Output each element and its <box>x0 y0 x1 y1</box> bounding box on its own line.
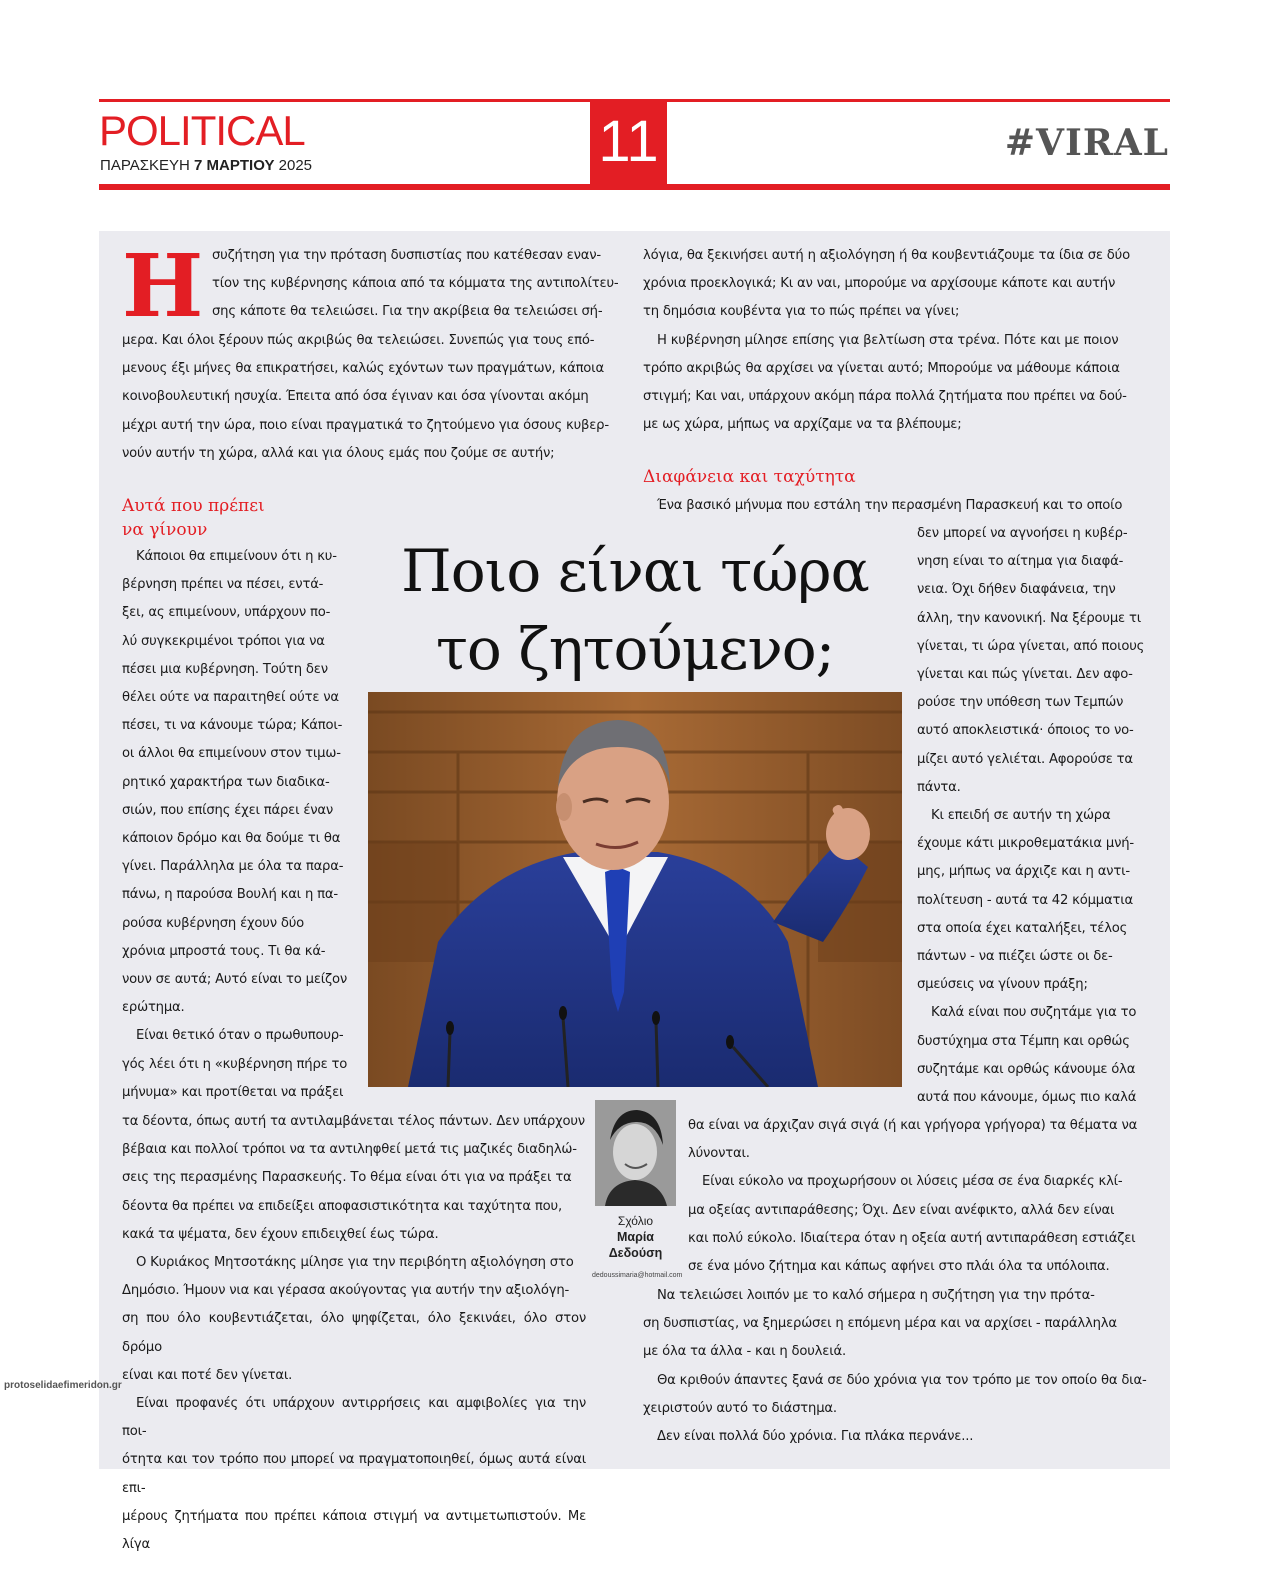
body-line: με όλα τα άλλα - και η δουλειά. <box>643 1344 846 1360</box>
body-line: Να τελειώσει λοιπόν με το καλό σήμερα η συζήτηση για την πρότα- <box>657 1288 1095 1303</box>
dateline-year: 2025 <box>274 157 313 174</box>
dateline <box>100 157 312 175</box>
body-line: σε ένα μόνο ζήτημα και κάπως αφήνει στο πλάι όλα τα υπόλοιπα. <box>688 1259 1110 1275</box>
headline-line: το ζητούμενο; <box>435 615 835 683</box>
intro-line: νούν αυτήν τη χώρα, αλλά και για όλους εμάς που ζούμε σε αυτήν; <box>122 445 555 461</box>
body-line: μέρους ζητήματα που πρέπει κάποια στιγμή να αντιμετωπιστούν. Με λίγα <box>122 1508 586 1553</box>
body-line: πολίτευση - αυτά τα 42 κόμματια <box>917 892 1133 908</box>
body-line: συζητάμε και ορθώς κάνουμε όλα <box>917 1061 1136 1077</box>
site-watermark: protoselidaefimeridon.gr <box>4 1380 122 1391</box>
body-line: γίνεται, τι ώρα γίνεται, από ποιους <box>917 638 1145 654</box>
body-line: είναι και ποτέ δεν γίνεται. <box>122 1367 293 1383</box>
author-name-line: Μαρία <box>617 1230 654 1244</box>
body-line: στα οποία έχει καταλήξει, τέλος <box>917 920 1128 936</box>
body-line: λύ συγκεκριμένοι τρόποι για να <box>122 633 325 649</box>
body-line: κακά τα ψέματα, δεν έχουν επιδειχθεί έως τώρα. <box>122 1226 439 1242</box>
body-line: γίνεται και πώς γίνεται. Δεν αφο- <box>917 667 1133 683</box>
page-number: 11 <box>590 99 667 187</box>
body-line: βέβαια και πολλοί τρόποι να τα αντιληφθεί μετά τις μαζικές διαδηλώ- <box>122 1142 577 1158</box>
body-line: πάνω, η παρούσα Βουλή και η πα- <box>122 887 338 903</box>
right-narrow-column <box>917 520 1148 1112</box>
body-line: ρούσα κυβέρνηση έχουν δύο <box>122 915 305 931</box>
body-line: αυτό αποκλειστικά· όποιος το νο- <box>917 723 1134 739</box>
body-line: ρούσε την υπόθεση των Τεμπών <box>917 695 1124 711</box>
body-line: και πολύ εύκολο. Ιδιαίτερα όταν η οξεία αυτή αντιπαράθεση εστιάζει <box>688 1230 1136 1246</box>
body-line: γίνει. Παράλληλα με όλα τα παρα- <box>122 859 344 875</box>
subhead-things-to-happen <box>122 494 265 542</box>
body-line: δυστύχημα στα Τέμπη και ορθώς <box>917 1033 1130 1049</box>
body-line: Είναι θετικό όταν ο πρωθυπουρ- <box>136 1028 344 1044</box>
body-line: νηση είναι το αίτημα για διαφά- <box>917 554 1124 570</box>
body-line: μήνυμα» και προτίθεται να πράξει <box>122 1084 344 1100</box>
body-line: Κι επειδή σε αυτήν τη χώρα <box>931 808 1111 824</box>
author-name <box>595 1229 676 1261</box>
intro-paragraph-top <box>212 242 626 327</box>
subhead-line: Αυτά που πρέπει <box>122 496 265 516</box>
author-portrait <box>595 1100 676 1206</box>
body-line: Κάποιοι θα επιμείνουν ότι η κυ- <box>136 549 337 564</box>
author-photo <box>595 1100 676 1206</box>
headline-line: Ποιο είναι τώρα <box>401 537 869 605</box>
body-line: λόγια, θα ξεκινήσει αυτή η αξιολόγηση ή θα κουβεντιάζουμε τα ίδια σε δύο <box>643 248 1130 263</box>
body-line: λύνονται. <box>688 1146 750 1162</box>
body-line: Δεν είναι πολλά δύο χρόνια. Για πλάκα περνάνε... <box>657 1429 974 1445</box>
body-line: θέλει ούτε να παραιτηθεί ούτε να <box>122 690 339 706</box>
intro-line: μέχρι αυτή την ώρα, ποιο είναι πραγματικά το ζητούμενο για όσους κυβερ- <box>122 417 609 433</box>
body-line: οι άλλοι θα επιμείνουν στον τιμω- <box>122 746 341 762</box>
intro-line: σης κάποτε θα τελειώσει. Για την ακρίβεια θα τελειώσει σή- <box>212 304 603 320</box>
body-line: μα οξείας αντιπαράθεσης; Όχι. Δεν είναι ανέφικτο, αλλά δεν είναι <box>688 1202 1115 1218</box>
body-line: χειριστούν αυτό το διάστημα. <box>643 1400 837 1416</box>
right-lead-line <box>643 492 1148 520</box>
body-line: κάποιον δρόμο και θα δούμε τι θα <box>122 831 341 847</box>
body-line: ση δυσπιστίας, να ξημερώσει η επόμενη μέρα και να αρχίσει - παράλληλα <box>643 1316 1117 1332</box>
body-line: πάντων - να πιέζει ώστε οι δε- <box>917 949 1113 965</box>
body-line: ερώτημα. <box>122 1000 185 1016</box>
body-line: πέσει μια κυβέρνηση. Τούτη δεν <box>122 661 328 677</box>
body-line: ση που όλο κουβεντιάζεται, όλο ψηφίζεται, όλο ξεκινάει, όλο στον δρόμο <box>122 1311 586 1355</box>
drop-cap: Η <box>122 236 204 337</box>
left-column <box>122 543 353 1107</box>
author-label: Σχόλιο <box>617 1214 654 1228</box>
right-bottom-column <box>643 1282 1148 1451</box>
body-line: μίζει αυτό γελιέται. Αφορούσε τα <box>917 751 1133 767</box>
intro-line: τίον της κυβέρνησης κάποια από τα κόμματα της αντιπολίτευ- <box>212 276 619 292</box>
right-top-column <box>643 242 1148 439</box>
body-line: με ως χώρα, μήπως να αρχίζαμε να τα βλέπουμε; <box>643 417 962 433</box>
body-line: έχουμε κάτι μικροθεματάκια μνή- <box>917 836 1134 852</box>
intro-line: κοινοβουλευτική ησυχία. Έπειτα από όσα έγιναν και όσα γίνονται ακόμη <box>122 389 589 405</box>
body-line: άλλη, την κανονική. Να ξέρουμε τι <box>917 610 1141 626</box>
body-line: πάντα. <box>917 779 961 795</box>
masthead-bottom-rule <box>99 184 1170 190</box>
dateline-date: 7 ΜΑΡΤΙΟΥ <box>194 157 275 174</box>
body-line: βέρνηση πρέπει να πέσει, εντά- <box>122 577 324 593</box>
body-line: δέοντα θα πρέπει να επιδείξει αποφασιστικότητα και ταχύτητα που, <box>122 1198 562 1214</box>
body-line: μης, μήπως να άρχιζε και η αντι- <box>917 864 1130 880</box>
body-line: χρόνια προεκλογικά; Κι αν ναι, μπορούμε να αρχίσουμε κάποτε και αυτήν <box>643 276 1116 292</box>
body-line: τρόπο ακριβώς θα αρχίσει να γίνεται αυτό; Μπορούμε να μάθουμε κάποια <box>643 360 1120 376</box>
headline <box>370 532 900 688</box>
body-line: σιών, που επίσης έχει πάρει έναν <box>122 802 334 818</box>
body-line: ρητικό χαρακτήρα των διαδικα- <box>122 774 330 790</box>
photo-illustration <box>368 692 902 1087</box>
dateline-day: ΠΑΡΑΣΚΕΥΗ <box>100 157 195 174</box>
body-line: Δημόσιο. Ήμουν νια και γέρασα ακούγοντας για αυτήν την αξιολόγη- <box>122 1283 570 1299</box>
body-line: Ο Κυριάκος Μητσοτάκης μίλησε για την περιβόητη αξιολόγηση στο <box>136 1255 574 1271</box>
body-line: Θα κριθούν άπαντες ξανά σε δύο χρόνια για τον τρόπο με τον οποίο θα δια- <box>657 1372 1147 1388</box>
body-line: Είναι προφανές ότι υπάρχουν αντιρρήσεις και αμφιβολίες για την ποι- <box>122 1396 586 1440</box>
body-line: σεις της περασμένης Παρασκευής. Το θέμα είναι ότι για να πράξει τα <box>122 1170 572 1186</box>
main-photo <box>368 692 902 1087</box>
author-email[interactable]: dedoussimaria@hotmail.com <box>592 1272 683 1279</box>
body-line: νεια. Όχι δήθεν διαφάνεια, την <box>917 582 1116 598</box>
body-line: αυτά που κάνουμε, όμως πιο καλά <box>917 1090 1137 1106</box>
body-line: Είναι εύκολο να προχωρήσουν οι λύσεις μέσα σε ένα διαρκές κλί- <box>702 1174 1123 1190</box>
body-line: θα είναι να άρχιζαν σιγά σιγά (ή και γρήγορα γρήγορα) τα θέματα να <box>688 1118 1138 1133</box>
body-line: τη δημόσια κουβέντα για το πώς πρέπει να γίνει; <box>643 304 960 320</box>
body-line: χρόνια μπροστά τους. Τι θα κά- <box>122 943 326 959</box>
right-mid-column <box>688 1112 1148 1281</box>
body-line: Η κυβέρνηση μίλησε επίσης για βελτίωση στα τρένα. Πότε και με ποιον <box>657 332 1119 348</box>
author-name-line: Δεδούση <box>608 1246 663 1260</box>
body-line: ξει, ας επιμείνουν, υπάρχουν πο- <box>122 605 331 621</box>
body-line: Καλά είναι που συζητάμε για το <box>931 1005 1137 1021</box>
body-line: γός λέει ότι η «κυβέρνηση πήρε το <box>122 1056 348 1072</box>
body-line: πέσει, τι να κάνουμε τώρα; Κάποι- <box>122 718 343 734</box>
section-tag: #VIRAL <box>1004 122 1169 164</box>
body-line: σμεύσεις να γίνουν πράξη; <box>917 977 1088 993</box>
body-line: Ένα βασικό μήνυμα που εστάλη την περασμένη Παρασκευή και το οποίο <box>657 498 1123 513</box>
body-line: νουν σε αυτά; Αυτό είναι το μείζον <box>122 972 348 988</box>
intro-line: συζήτηση για την πρόταση δυσπιστίας που κατέθεσαν εναν- <box>212 248 601 263</box>
body-line: στιγμή; Και ναι, υπάρχουν ακόμη πάρα πολλά ζητήματα που πρέπει να δού- <box>643 389 1127 405</box>
left-bottom-column <box>122 1108 586 1559</box>
body-line: δεν μπορεί να αγνοήσει η κυβέρ- <box>917 526 1128 541</box>
intro-line: μερα. Και όλοι ξέρουν πώς ακριβώς θα τελειώσει. Συνεπώς για τους επό- <box>122 333 595 348</box>
intro-paragraph <box>122 327 626 468</box>
subhead-transparency: Διαφάνεια και ταχύτητα <box>643 467 856 487</box>
intro-line: μενους έξι μήνες θα επικρατήσει, καλώς εχόντων των πραγμάτων, κάποια <box>122 361 604 377</box>
section-brand: POLITICAL <box>99 107 305 154</box>
body-line: ότητα και τον τρόπο που μπορεί να πραγματοποιηθεί, όμως αυτά είναι επι- <box>122 1452 586 1496</box>
subhead-line: να γίνουν <box>122 520 208 540</box>
body-line: τα δέοντα, όπως αυτή τα αντιλαμβάνεται τέλος πάντων. Δεν υπάρχουν <box>122 1114 585 1129</box>
